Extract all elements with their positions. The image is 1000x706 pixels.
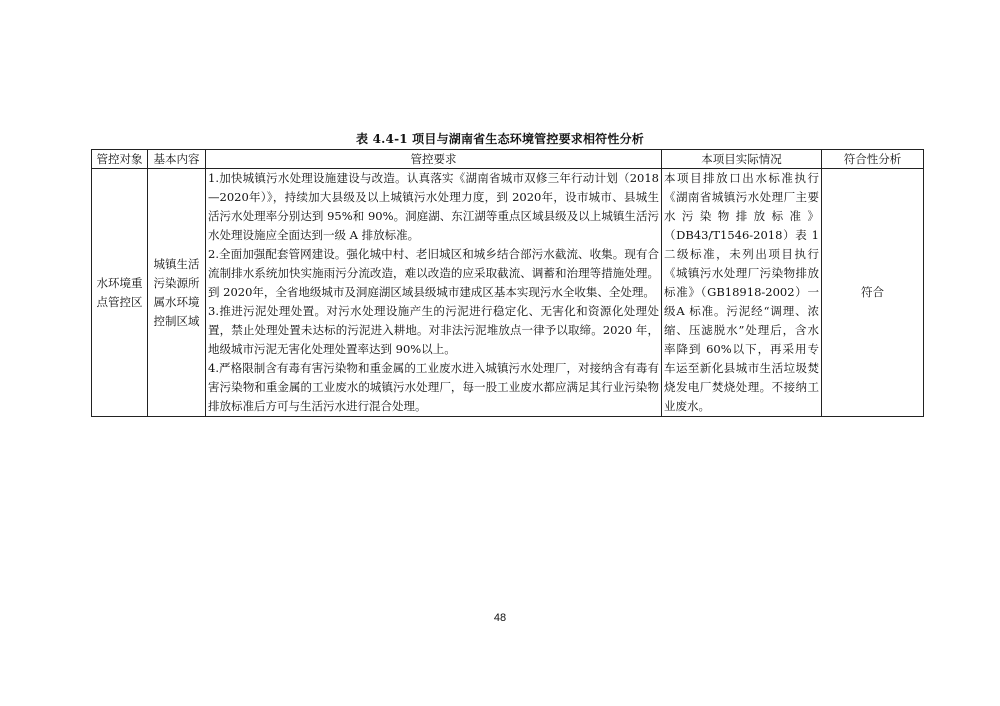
cell-control-object: 水环境重点管控区 <box>92 169 148 417</box>
requirement-item: 4.严格限制含有毒有害污染物和重金属的工业废水进入城镇污水处理厂，对接纳含有毒有害污染物和重金属的工业废水的城镇污水处理厂，每一股工业废水都应满足其行业污染物排放标准后方可与生活污水进行混合处理。 <box>208 361 659 413</box>
table-caption: 表 4.4-1 项目与湖南省生态环境管控要求相符性分析 <box>356 132 644 146</box>
table-header-row <box>92 150 924 169</box>
requirement-item: 1.加快城镇污水处理设施建设与改造。认真落实《湖南省城市双修三年行动计划（2018—2020年）》，持续加大县级及以上城镇污水处理力度，到 2020年，设市城市、县城生活污水处理率分别达到 95%和 90%。洞庭湖、东江湖等重点区域县级及以上城镇生活污水处理设施应全面达到一级 A 排放标准。 <box>208 171 659 242</box>
cell-actual-situation: 本项目排放口出水标准执行《湖南省城镇污水处理厂主要水污染物排放标准》（DB43/T1546-2018）表 1 二级标准，未列出项目执行《城镇污水处理厂污染物排放标准》（GB18918-2002）一级A 标准。污泥经“调理、浓缩、压滤脱水”处理后，含水率降到 60%以下，再采用专车运至新化县城市生活垃圾焚烧发电厂焚烧处理。不接纳工业废水。 <box>662 169 822 417</box>
header-basic-content: 基本内容 <box>148 150 206 169</box>
header-actual-situation: 本项目实际情况 <box>662 150 822 169</box>
page-number: 48 <box>493 612 507 624</box>
compliance-table <box>91 149 924 417</box>
table-row <box>92 169 924 417</box>
cell-compliance: 符合 <box>822 169 924 417</box>
requirement-item: 2.全面加强配套管网建设。强化城中村、老旧城区和城乡结合部污水截流、收集。现有合流制排水系统加快实施雨污分流改造，难以改造的应采取截流、调蓄和治理等措施处理。到 2020年，全省地级城市及洞庭湖区域县级城市建成区基本实现污水全收集、全处理。 <box>208 247 659 299</box>
cell-control-requirements <box>206 169 662 417</box>
requirement-item: 3.推进污泥处理处置。对污水处理设施产生的污泥进行稳定化、无害化和资源化处理处置，禁止处理处置未达标的污泥进入耕地。对非法污泥堆放点一律予以取缔。2020 年，地级城市污泥无害化处理处置率达到 90%以上。 <box>208 304 659 356</box>
header-control-object: 管控对象 <box>92 150 148 169</box>
header-compliance-analysis: 符合性分析 <box>822 150 924 169</box>
header-control-requirements: 管控要求 <box>206 150 662 169</box>
cell-basic-content: 城镇生活污染源所属水环境控制区域 <box>148 169 206 417</box>
